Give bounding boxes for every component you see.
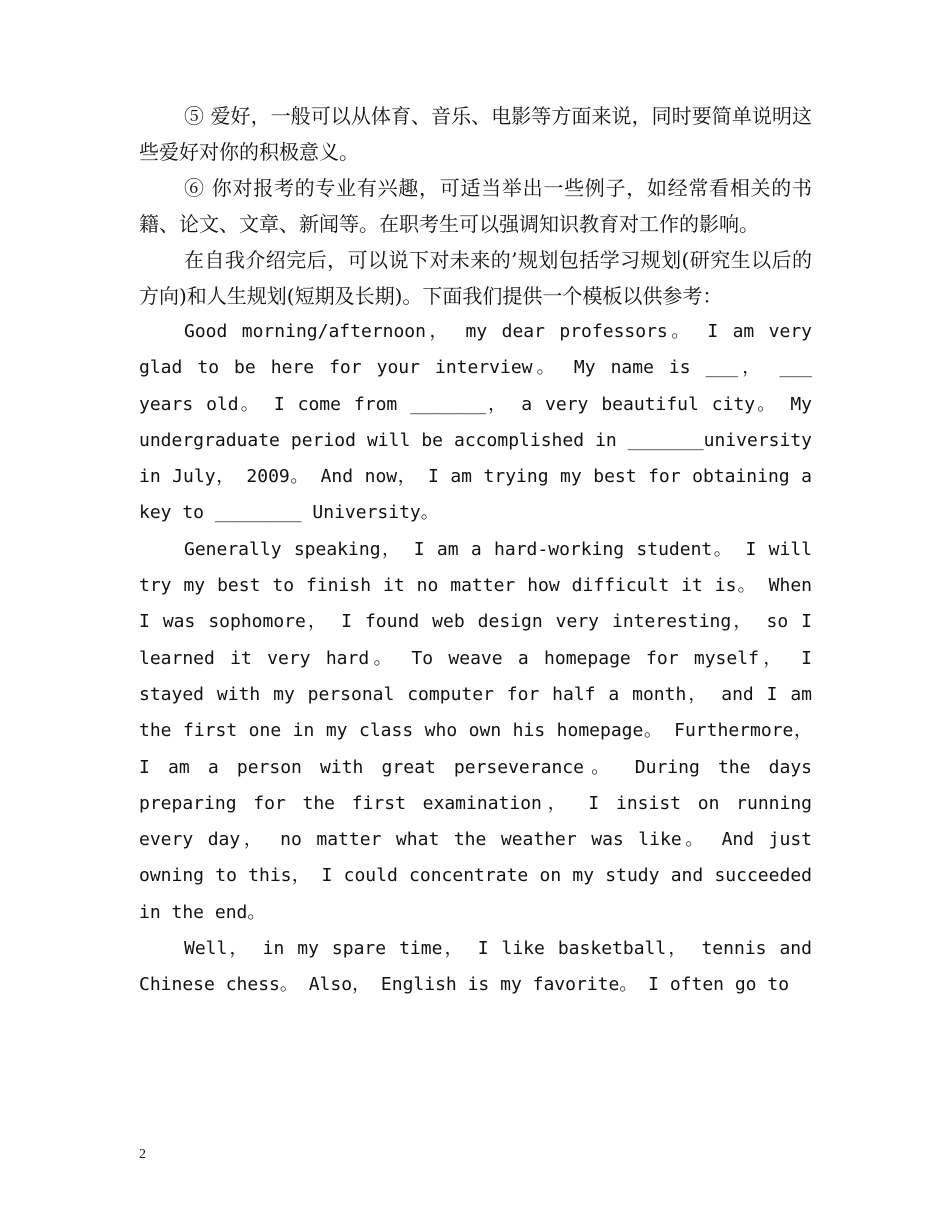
paragraph-greeting: Good morning/afternoon， my dear professors。 I am very glad to be here for your interview。 My name is ___， ___ years old。 I come from _______， a very beautiful city。 My undergraduate period will be accomplished in _______university in July， 2009。 And now， I am trying my best for obtaining a key to ________ University。 <box>139 321 812 524</box>
paragraph-major-interest: ⑥ 你对报考的专业有兴趣，可适当举出一些例子，如经常看相关的书籍、论文、文章、新闻等。在职考生可以强调知识教育对工作的影响。 <box>139 176 812 236</box>
paragraph-spare-time: Well， in my spare time， I like basketball， tennis and Chinese chess。 Also， English is my favorite。 I often go to <box>139 938 812 996</box>
paragraph-future-plan: 在自我介绍完后，可以说下对未来的’规划包括学习规划(研究生以后的方向)和人生规划(短期及长期)。下面我们提供一个模板以供参考： <box>139 248 812 308</box>
paragraph-personality: Generally speaking， I am a hard-working student。 I will try my best to finish it no matter how difficult it is。 When I was sophomore， I found web design very interesting， so I learned it very hard。 To weave a homepage for myself， I stayed with my personal computer for half a month， and I am the first one in my class who own his homepage。 Furthermore， I am a person with great perseverance。 During the days preparing for the first examination， I insist on running every day， no matter what the weather was like。 And just owning to this， I could concentrate on my study and succeeded in the end。 <box>139 538 812 923</box>
document-body <box>139 98 812 1004</box>
page-number: 2 <box>139 1147 146 1162</box>
paragraph-hobbies: ⑤ 爱好，一般可以从体育、音乐、电影等方面来说，同时要简单说明这些爱好对你的积极意义。 <box>139 104 812 164</box>
